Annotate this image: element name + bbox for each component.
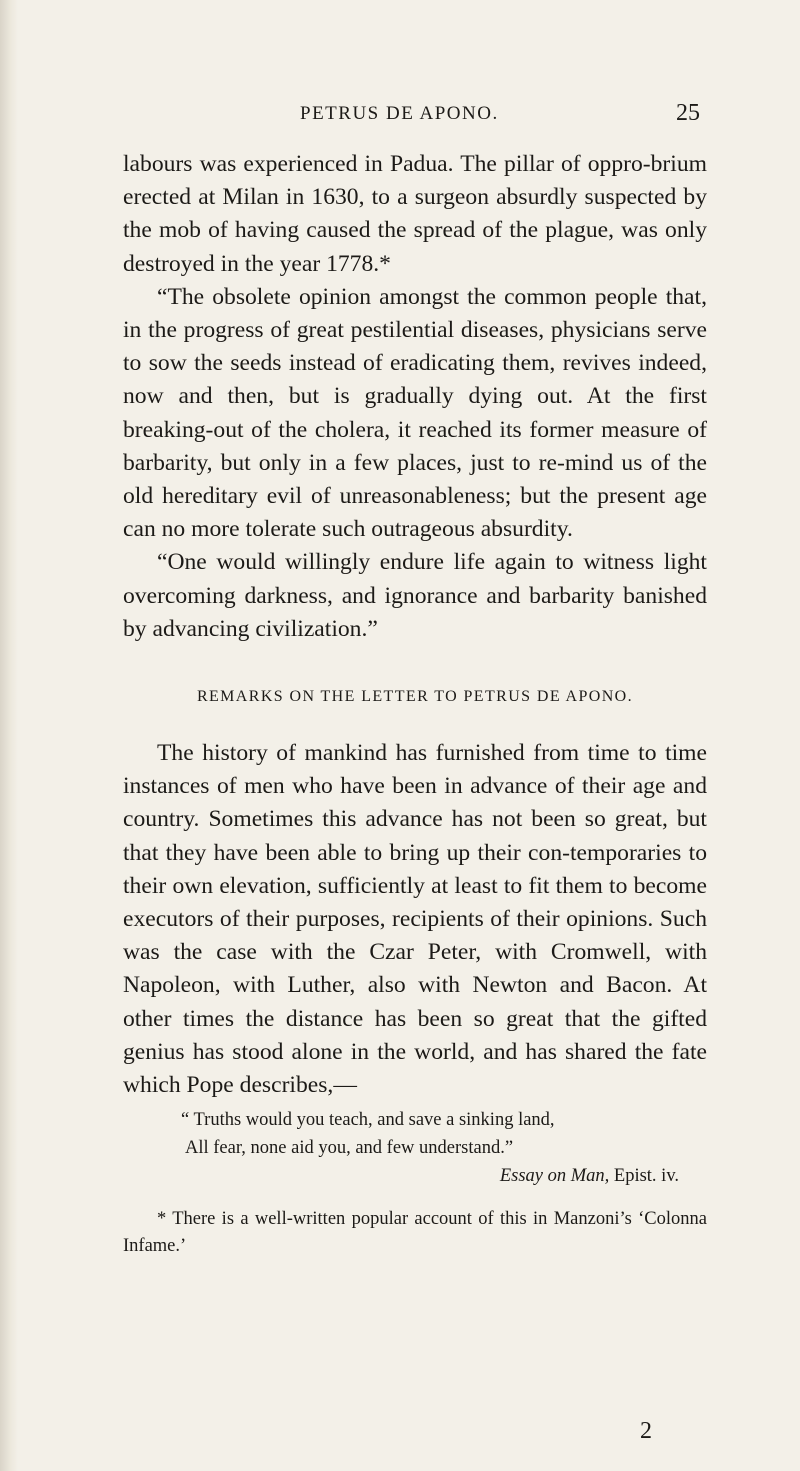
section-heading: REMARKS ON THE LETTER TO PETRUS DE APONO. [196, 688, 634, 706]
verse-quote [123, 1106, 707, 1190]
paragraph-2: “The obsolete opinion amongst the common people that, in the progress of great pestilential diseases, physicians serve to sow the seeds instead of eradicating them, revives indeed, now and then, but is gradually dying out. At the first breaking-out of the cholera, it reached its former measure of barbarity, but only in a few places, just to re-mind us of the old hereditary evil of unreasonableness; but the present age can no more tolerate such outrageous absurdity. [123, 283, 707, 543]
verse-citation [123, 1162, 707, 1190]
signature-mark: 2 [640, 1418, 652, 1444]
footnote: * There is a well-written popular account of this in Manzoni’s ‘Colonna Infame.’ [123, 1209, 707, 1257]
paragraph-3: “One would willingly endure life again to witness light overcoming darkness, and ignorance and barbarity banished by advancing civilization.” [123, 549, 707, 642]
verse-line-1: “ Truths would you teach, and save a sinking land, [181, 1110, 555, 1131]
citation-title: Essay on Man, [499, 1166, 610, 1187]
paragraph-4: The history of mankind has furnished from time to time instances of men who have been in advance of their age and country. Sometimes this advance has not been so great, but that they have been able to bring up their con-temporaries to their own elevation, sufficiently at least to fit them to become executors of their purposes, recipients of their opinions. Such was the case with the Czar Peter, with Cromwell, with Napoleon, with Luther, also with Newton and Bacon. At other times the distance has been so great that the gifted genius has stood alone in the world, and has shared the fate which Pope describes,— [123, 740, 707, 1099]
running-head [300, 100, 700, 133]
running-title: PETRUS DE APONO. [300, 103, 499, 124]
body-text [123, 148, 707, 1260]
page-number: 25 [676, 100, 700, 126]
citation-ref: Epist. iv. [613, 1166, 679, 1187]
paragraph-1: labours was experienced in Padua. The pillar of oppro-brium erected at Milan in 1630, to a surgeon absurdly suspected by the mob of having caused the spread of the plague, was only destroyed in the year 1778.* [123, 151, 707, 277]
verse-line-2: All fear, none aid you, and few understand.” [185, 1138, 514, 1159]
